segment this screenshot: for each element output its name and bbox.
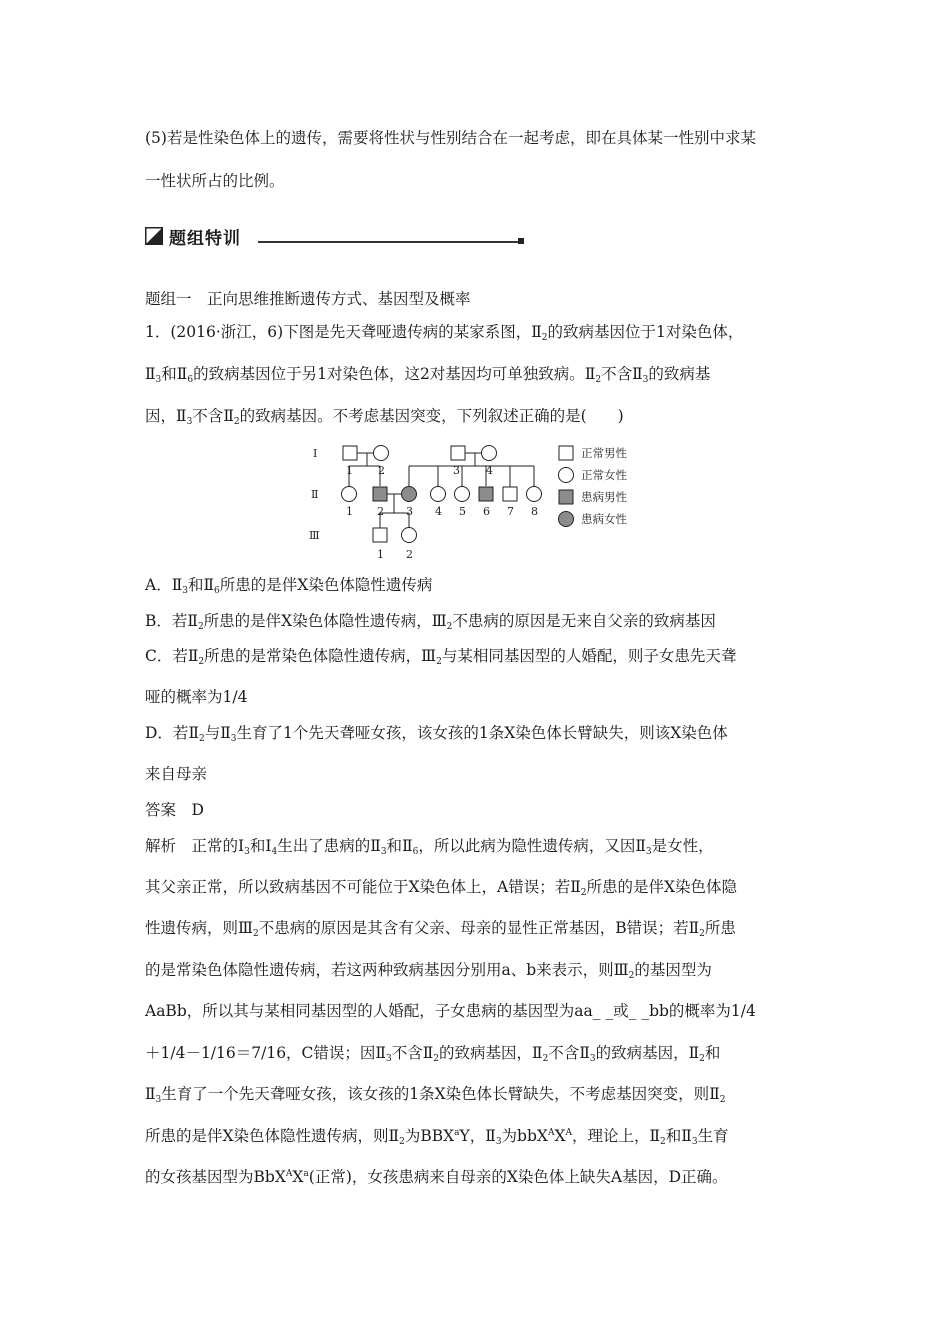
II-6-label: 6: [483, 505, 490, 518]
option-B: B．若$Ⅱ_2$所患的是伴X染色体隐性遗传病，$Ⅲ_2$不患病的原因是无来自父亲的致病基因: [145, 612, 716, 632]
II-8-normal-female: [527, 487, 542, 502]
II-1-normal-female: [342, 487, 357, 502]
analysis-line-2: 其父亲正常，所以致病基因不可能位于X染色体上，A错误；若$Ⅱ_2$所患的是伴X染色体隐: [145, 878, 738, 898]
I-4-label: 4: [486, 464, 493, 477]
analysis-line-4: 的是常染色体隐性遗传病，若这两种致病基因分别用a、b来表示，则$Ⅲ_2$的基因型为: [145, 961, 712, 981]
option-C-line-2: 哑的概率为1/4: [145, 688, 248, 706]
question-line-3: 因，$Ⅱ_3$不含$Ⅱ_2$的致病基因。不考虑基因突变，下列叙述正确的是( ): [145, 407, 624, 427]
II-7-normal-male: [503, 487, 517, 501]
I-3-label: 3: [453, 464, 460, 477]
II-3-label: 3: [406, 505, 413, 518]
legend-affected-male-icon: [559, 490, 573, 504]
legend-affected-female: 患病女性: [581, 512, 627, 526]
III-1-normal-male: [373, 528, 387, 542]
group-heading: 题组一 正向思维推断遗传方式、基因型及概率: [145, 290, 471, 308]
analysis-line-6: ＋1/4－1/16＝7/16，C错误；因$Ⅱ_3$不含$Ⅱ_2$的致病基因，$Ⅱ_2$不含$Ⅱ_3$的致病基因，$Ⅱ_2$和: [145, 1044, 721, 1064]
option-A: A．$Ⅱ_3$和$Ⅱ_6$所患的是伴X染色体隐性遗传病: [145, 576, 433, 596]
legend-normal-female: 正常女性: [581, 468, 627, 482]
section-title: 题组特训: [169, 228, 241, 249]
gen-label-II: Ⅱ: [311, 488, 319, 501]
I-1-label: 1: [346, 464, 353, 477]
question-line-1: 1．(2016·浙江，6)下图是先天聋哑遗传病的某家系图，$Ⅱ_2$的致病基因位于1对染色体，: [145, 323, 744, 343]
I-1-normal-male: [343, 446, 357, 460]
III-2-label: 2: [406, 548, 413, 561]
intro-line-2: 一性状所占的比例。: [145, 172, 285, 190]
III-1-label: 1: [377, 548, 384, 561]
legend-affected-male: 患病男性: [581, 490, 627, 504]
II-5-label: 5: [459, 505, 466, 518]
II-4-normal-female: [431, 487, 446, 502]
gen-label-I: Ⅰ: [313, 447, 318, 460]
answer: 答案 D: [145, 801, 204, 819]
II-8-label: 8: [531, 505, 538, 518]
II-2-label: 2: [377, 505, 384, 518]
analysis-line-3: 性遗传病，则$Ⅲ_2$不患病的原因是其含有父亲、母亲的显性正常基因，B错误；若$Ⅱ_2$所患: [145, 919, 736, 939]
II-6-affected-male: [479, 487, 493, 501]
legend-affected-female-icon: [559, 512, 574, 527]
analysis-line-8: 所患的是伴X染色体隐性遗传病，则$Ⅱ_2$为BBX$^a$Y，$Ⅱ_3$为$bbX^AX^A$，理论上，$Ⅱ_2$和$Ⅱ_3$生育: [145, 1127, 729, 1147]
legend-normal-male-icon: [559, 446, 573, 460]
intro-line-1: (5)若是性染色体上的遗传，需要将性状与性别结合在一起考虑，即在具体某一性别中求某: [145, 129, 756, 147]
question-line-2: $Ⅱ_3$和$Ⅱ_6$的致病基因位于另1对染色体，这2对基因均可单独致病。$Ⅱ_2$不含$Ⅱ_3$的致病基: [145, 365, 711, 385]
section-header: [145, 224, 241, 248]
I-4-normal-female: [482, 446, 497, 461]
analysis-line-7: $Ⅱ_3$生育了一个先天聋哑女孩，该女孩的1条X染色体长臂缺失，不考虑基因突变，则$Ⅱ_2$: [145, 1085, 726, 1105]
section-marker-icon: [145, 227, 163, 245]
III-2-normal-female: [402, 528, 417, 543]
II-4-label: 4: [435, 505, 442, 518]
II-1-label: 1: [346, 505, 353, 518]
II-7-label: 7: [507, 505, 514, 518]
analysis-line-1: 解析 正常的$Ⅰ_3$和$Ⅰ_4$生出了患病的$Ⅱ_3$和$Ⅱ_6$，所以此病为隐性遗传病，又因$Ⅱ_3$是女性，: [145, 837, 714, 857]
I-3-normal-male: [451, 446, 465, 460]
section-rule: [258, 241, 520, 243]
option-D-line-2: 来自母亲: [145, 765, 208, 783]
II-3-affected-female: [402, 487, 417, 502]
II-2-affected-male: [373, 487, 387, 501]
analysis-line-9: 的女孩基因型为$BbX^AX^a$(正常)，女孩患病来自母亲的X染色体上缺失A基因，D正确。: [145, 1168, 728, 1186]
I-2-normal-female: [374, 446, 389, 461]
option-C-line-1: C．若$Ⅱ_2$所患的是常染色体隐性遗传病，$Ⅲ_2$与某相同基因型的人婚配，则子女患先天聋: [145, 647, 737, 667]
legend-normal-male: 正常男性: [581, 446, 627, 460]
II-5-normal-female: [455, 487, 470, 502]
option-D-line-1: D．若$Ⅱ_2$与$Ⅱ_3$生育了1个先天聋哑女孩，该女孩的1条X染色体长臂缺失，则该X染色体: [145, 724, 728, 744]
analysis-line-5: AaBb，所以其与某相同基因型的人婚配，子女患病的基因型为aa_ _或_ _bb的概率为1/4: [145, 1002, 756, 1020]
section-rule-end: [518, 238, 524, 244]
gen-label-III: Ⅲ: [309, 529, 320, 542]
I-2-label: 2: [378, 464, 385, 477]
pedigree-chart: [305, 438, 645, 566]
legend-normal-female-icon: [559, 468, 574, 483]
